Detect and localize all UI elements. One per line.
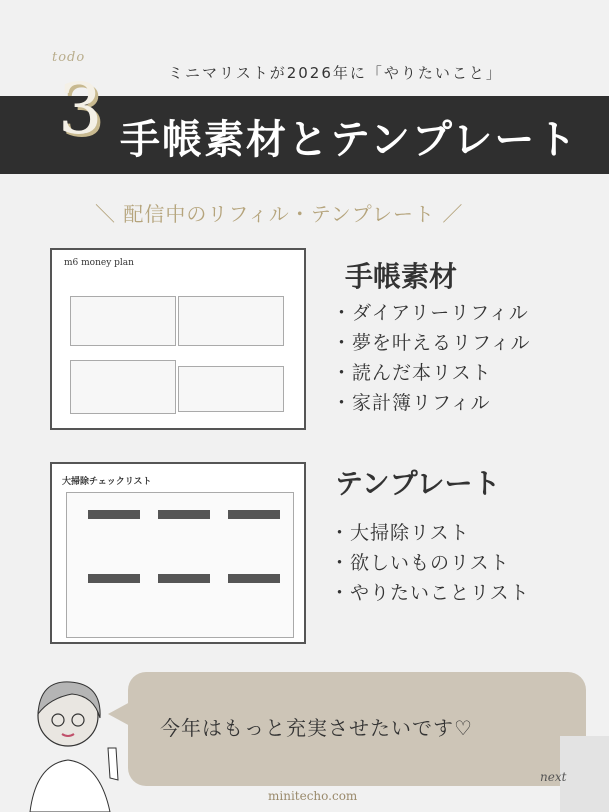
todo-label: todo xyxy=(52,50,86,65)
checklist-header xyxy=(158,574,210,583)
checklist-header xyxy=(88,574,140,583)
list-item: ・ 夢を叶えるリフィル xyxy=(332,328,531,358)
templates-list xyxy=(330,518,530,608)
item-number: 3 xyxy=(58,68,103,150)
site-url: minitecho.com xyxy=(268,789,358,803)
speech-bubble-tail xyxy=(108,702,130,726)
table-block xyxy=(178,366,284,412)
checklist-header xyxy=(228,574,280,583)
list-item: ・ 欲しいものリスト xyxy=(330,548,530,578)
section-label: ＼ 配信中のリフィル・テンプレート ／ xyxy=(95,202,464,226)
page-curl xyxy=(560,736,609,812)
list-item: ・ やりたいことリスト xyxy=(330,578,530,608)
next-label[interactable]: next xyxy=(540,770,567,784)
money-plan-thumbnail xyxy=(50,248,306,430)
materials-heading: 手帳素材 xyxy=(345,260,458,293)
templates-heading: テンプレート xyxy=(335,467,501,500)
list-item: ・ 大掃除リスト xyxy=(330,518,530,548)
table-block xyxy=(70,296,176,346)
table-block xyxy=(178,296,284,346)
subtitle: ミニマリストが2026年に「やりたいこと」 xyxy=(168,64,503,82)
table-block xyxy=(70,360,176,414)
list-item: ・ ダイアリーリフィル xyxy=(332,298,531,328)
checklist-header xyxy=(88,510,140,519)
speech-text: 今年はもっと充実させたいです♡ xyxy=(160,716,473,740)
cleaning-checklist-thumbnail xyxy=(50,462,306,644)
page-title: 手帳素材とテンプレート xyxy=(120,117,579,163)
checklist-header xyxy=(158,510,210,519)
woman-illustration xyxy=(10,668,130,812)
thumbnail-title: m6 money plan xyxy=(64,258,134,268)
checklist-header xyxy=(228,510,280,519)
list-item: ・ 読んだ本リスト xyxy=(332,358,531,388)
materials-list xyxy=(332,298,531,418)
thumbnail-title: 大掃除チェックリスト xyxy=(62,477,152,487)
list-item: ・ 家計簿リフィル xyxy=(332,388,531,418)
